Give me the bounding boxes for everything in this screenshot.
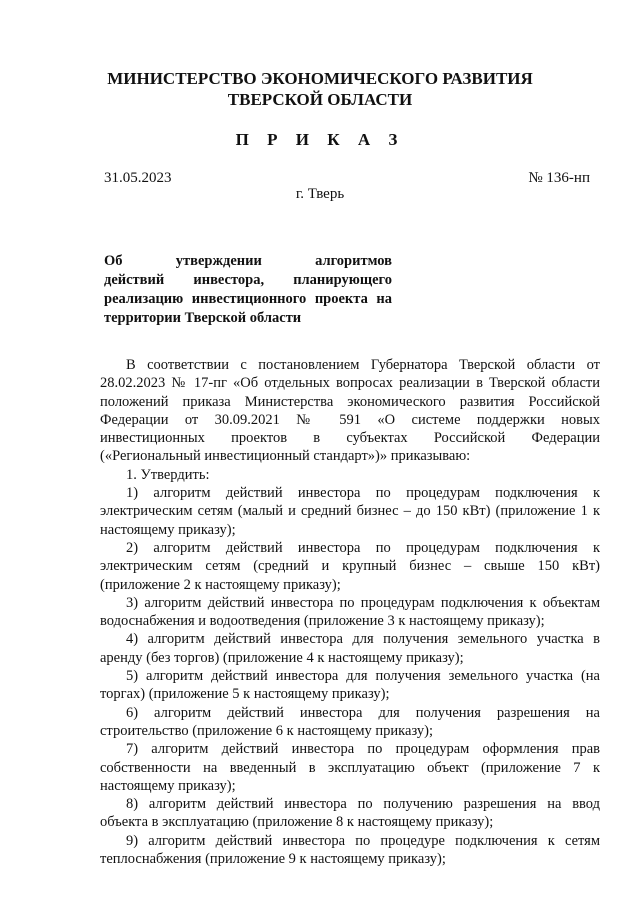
body-line: настоящему приказу); (100, 521, 236, 538)
body-line: В соответствии с постановлением Губернатора Тверской области от (126, 357, 600, 373)
body-line: собственности на введенный в эксплуатацию объект (приложение 7 к (100, 759, 600, 776)
ministry-name (0, 68, 640, 110)
body-line: 1) алгоритм действий инвестора по процедурам подключения к (126, 485, 600, 502)
body-line: электрическим сетям (малый и средний бизнес – до 150 кВт) (приложение 1 к (100, 503, 600, 520)
body-line: 9) алгоритм действий инвестора по процедуре подключения к сетям (126, 832, 600, 849)
body-line: 6) алгоритм действий инвестора для получения разрешения на (126, 704, 600, 721)
body-line: 2) алгоритм действий инвестора по процедурам подключения к (126, 539, 600, 556)
order-city: г. Тверь (295, 186, 345, 202)
body-line: 4) алгоритм действий инвестора для получения земельного участка в (126, 631, 600, 648)
order-number: № 136-нп (528, 170, 590, 186)
body-line: положений приказа Министерства экономического развития Российской (100, 393, 600, 410)
body-line: строительство (приложение 6 к настоящему приказу); (100, 722, 433, 739)
order-date: 31.05.2023 (104, 170, 172, 186)
subject-line: территории Тверской области (104, 310, 302, 326)
body-line: Федерации от 30.09.2021 № 591 «О системе поддержки новых (100, 411, 600, 428)
body-line: 8) алгоритм действий инвестора по получению разрешения на ввод (126, 796, 600, 813)
ministry-name-line-1: МИНИСТЕРСТВО ЭКОНОМИЧЕСКОГО РАЗВИТИЯ (107, 69, 533, 88)
body-line: настоящему приказу); (100, 777, 236, 794)
subject-line: реализацию инвестиционного проекта на (104, 291, 392, 307)
ministry-name-line-2: ТВЕРСКОЙ ОБЛАСТИ (227, 90, 413, 109)
body-line: (приложение 2 к настоящему приказу); (100, 576, 341, 593)
order-title: П Р И К А З (235, 130, 405, 149)
subject-line: действий инвестора, планирующего (104, 272, 392, 288)
body-line: инвестиционных проектов в субъектах Российской Федерации (100, 430, 600, 447)
subject-line: Об утверждении алгоритмов (104, 253, 392, 269)
order-subject (104, 252, 392, 328)
body-line: («Региональный инвестиционный стандарт»)» приказываю: (100, 448, 471, 465)
body-line: 5) алгоритм действий инвестора для получения земельного участка (на (126, 668, 600, 685)
body-line: 7) алгоритм действий инвестора по процедурам оформления прав (126, 741, 600, 758)
body-line: торгах) (приложение 5 к настоящему приказу); (100, 686, 390, 703)
body-line: 28.02.2023 № 17-пг «Об отдельных вопросах реализации в Тверской области (100, 375, 600, 392)
body-line: водоснабжения и водоотведения (приложение 3 к настоящему приказу); (100, 613, 545, 630)
body-line: электрическим сетям (средний и крупный бизнес – свыше 150 кВт) (100, 558, 600, 575)
body-line: теплоснабжения (приложение 9 к настоящему приказу); (100, 851, 446, 868)
body-line: аренду (без торгов) (приложение 4 к настоящему приказу); (100, 649, 464, 666)
order-body (100, 356, 600, 868)
body-line: 1. Утвердить: (126, 466, 210, 483)
body-line: объекта в эксплуатацию (приложение 8 к настоящему приказу); (100, 814, 494, 831)
body-line: 3) алгоритм действий инвестора по процедурам подключения к объектам (126, 594, 600, 611)
